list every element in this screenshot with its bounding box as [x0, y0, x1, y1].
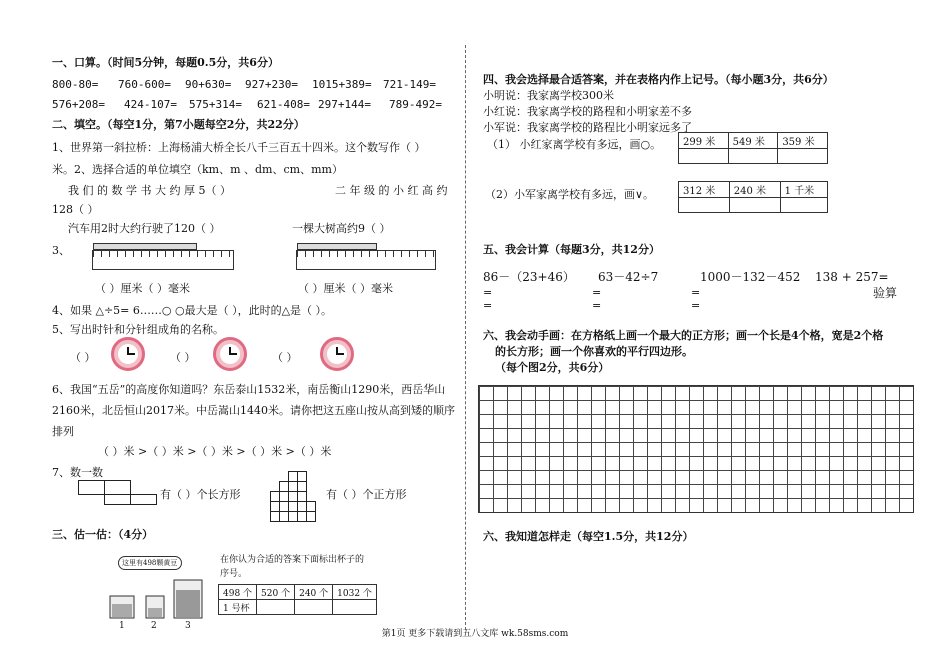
q5-text: 5、写出时针和分针组成角的名称。	[52, 323, 224, 336]
clock-icon	[320, 337, 354, 371]
q6a-text: 6、我国“五岳”的高度你知道吗？东岳泰山1532米，南岳衡山1290米，西岳华山	[52, 383, 446, 396]
s4-q1: （1） 小红家离学校有多远，画○。	[487, 138, 662, 151]
equals-sign: =	[483, 299, 493, 312]
mental-math-10: 621-408=	[257, 98, 310, 111]
estimate-answer-cell[interactable]	[333, 600, 377, 615]
s6-line2: 的长方形；画一个你喜欢的平行四边形。	[495, 345, 693, 358]
mental-math-9: 575+314=	[189, 98, 242, 111]
mental-math-2: 760-600=	[118, 78, 171, 91]
calc-3: 1000－132－452	[700, 270, 801, 284]
ruler-left	[92, 250, 234, 270]
mental-math-7: 576+208=	[52, 98, 105, 111]
q2a-text: 我 们 的 数 学 书 大 约 厚 5（ ）	[68, 184, 231, 197]
estimate-answer-cell[interactable]	[257, 600, 295, 615]
distance-table-1	[678, 132, 828, 164]
estimate-table	[218, 584, 377, 615]
calc-1: 86－（23+46）	[483, 270, 575, 284]
estimate-option[interactable]: 520 个	[257, 585, 295, 600]
distance-option: 240 米	[729, 182, 780, 198]
cup-label-1: 1	[119, 621, 125, 631]
estimate-answer-cell[interactable]: 1 号杯	[219, 600, 257, 615]
squares-figure	[270, 470, 316, 522]
estimate-option[interactable]: 498 个	[219, 585, 257, 600]
estimate-bubble: 这里有498颗黄豆	[118, 556, 182, 570]
estimate-instruction-1: 在你认为合适的答案下面标出杯子的	[220, 555, 365, 565]
equals-sign: =	[691, 286, 701, 299]
equals-sign: =	[592, 286, 602, 299]
check-label: 验算	[873, 286, 898, 300]
q7-text: 7、数一数	[52, 466, 103, 479]
q1-text: 1、世界第一斜拉桥：上海杨浦大桥全长八千三百五十四米。这个数写作（ ）	[52, 141, 426, 154]
q2d-text: 汽车用2时大约行驶了120（ ）	[68, 222, 221, 235]
ruler-right	[296, 250, 436, 270]
mental-math-6: 721-149=	[383, 78, 436, 91]
equals-sign: =	[483, 286, 493, 299]
q2c-text: 128（ ）	[52, 203, 99, 216]
mental-math-8: 424-107=	[124, 98, 177, 111]
mark-cell[interactable]	[679, 149, 729, 164]
column-divider	[465, 45, 466, 630]
distance-option: 312 米	[679, 182, 730, 198]
mark-cell[interactable]	[780, 198, 827, 213]
estimate-instruction-2: 序号。	[220, 569, 248, 579]
object-bar	[297, 243, 377, 250]
q5b-answer: （ ）	[170, 351, 196, 364]
q4-text: 4、如果 △÷5= 6……○ ○最大是（ ），此时的△是（ ）。	[52, 304, 333, 317]
q1b-text: 米。2、选择合适的单位填空（km、m 、dm、cm、mm）	[52, 163, 343, 176]
cup-label-3: 3	[185, 621, 191, 631]
equals-sign: =	[592, 299, 602, 312]
q6c-text: 排列	[52, 425, 74, 438]
page-footer: 第1页 更多下载请到五八文库 wk.58sms.com	[381, 629, 569, 639]
mark-cell[interactable]	[728, 149, 778, 164]
q3a-answer: （ ）厘米（ ）毫米	[95, 282, 190, 295]
section3-title: 三、估一估：（4分）	[52, 528, 154, 541]
distance-table-2	[678, 181, 828, 213]
distance-option: 299 米	[679, 133, 729, 149]
mental-math-12: 789-492=	[389, 98, 442, 111]
q3-label: 3、	[52, 244, 70, 257]
q2b-text: 二 年 级 的 小 红 高 约	[335, 184, 448, 197]
mental-math-5: 1015+389=	[312, 78, 372, 91]
mental-math-1: 800-80=	[52, 78, 99, 91]
q7b-answer: 有（ ）个正方形	[326, 488, 407, 501]
cups-figure	[104, 578, 204, 622]
s4-line2: 小红说：我家离学校的路程和小明家差不多	[483, 105, 692, 118]
mark-cell[interactable]	[679, 198, 730, 213]
calc-4: 138 + 257=	[815, 270, 889, 284]
q5a-answer: （ ）	[70, 351, 96, 364]
object-bar	[93, 243, 197, 250]
section1-title: 一、口算。（时间5分钟，每题0.5分，共6分）	[52, 56, 279, 69]
q6-ordering: （ ）米 >（ ）米 >（ ）米 >（ ）米 >（ ）米	[98, 445, 332, 458]
clock-icon	[213, 337, 247, 371]
distance-option: 359 米	[778, 133, 828, 149]
q5c-answer: （ ）	[272, 351, 298, 364]
mental-math-4: 927+230=	[245, 78, 298, 91]
q2e-text: 一棵大树高约9（ ）	[292, 222, 391, 235]
q7a-answer: 有（ ）个长方形	[160, 488, 241, 501]
s4-line3: 小军说：我家离学校的路程比小明家远多了	[483, 121, 692, 134]
calc-2: 63－42÷7	[598, 270, 659, 284]
estimate-answer-cell[interactable]	[295, 600, 333, 615]
distance-option: 549 米	[728, 133, 778, 149]
distance-option: 1 千米	[780, 182, 827, 198]
s6-line3: （每个图2分，共6分）	[495, 361, 610, 374]
equals-sign: =	[691, 299, 701, 312]
q3b-answer: （ ）厘米（ ）毫米	[298, 282, 393, 295]
q6b-text: 2160米，北岳恒山2017米。中岳嵩山1440米。请你把这五座山按从高到矮的顺序	[52, 404, 455, 417]
clock-icon	[111, 337, 145, 371]
mark-cell[interactable]	[729, 198, 780, 213]
drawing-grid[interactable]	[478, 385, 914, 513]
mental-math-3: 90+630=	[185, 78, 232, 91]
section4-title: 四、我会选择最合适答案，并在表格内作上记号。（每小题3分，共6分）	[483, 73, 834, 86]
estimate-option[interactable]: 1032 个	[333, 585, 377, 600]
section5-title: 五、我会计算（每题3分，共12分）	[483, 243, 660, 256]
section2-title: 二、填空。（每空1分，第7小题每空2分，共22分）	[52, 118, 305, 131]
s4-q2: （2）小军家离学校有多远，画∨。	[485, 188, 655, 201]
cup-label-2: 2	[151, 621, 157, 631]
rectangles-figure	[78, 480, 158, 506]
estimate-option[interactable]: 240 个	[295, 585, 333, 600]
section6-title: 六、我会动手画：在方格纸上画一个最大的正方形；画一个长是4个格，宽是2个格	[483, 329, 884, 342]
s4-line1: 小明说：我家离学校300米	[483, 89, 614, 102]
mark-cell[interactable]	[778, 149, 828, 164]
mental-math-11: 297+144=	[318, 98, 371, 111]
section7-title: 六、我知道怎样走（每空1.5分，共12分）	[483, 530, 694, 543]
